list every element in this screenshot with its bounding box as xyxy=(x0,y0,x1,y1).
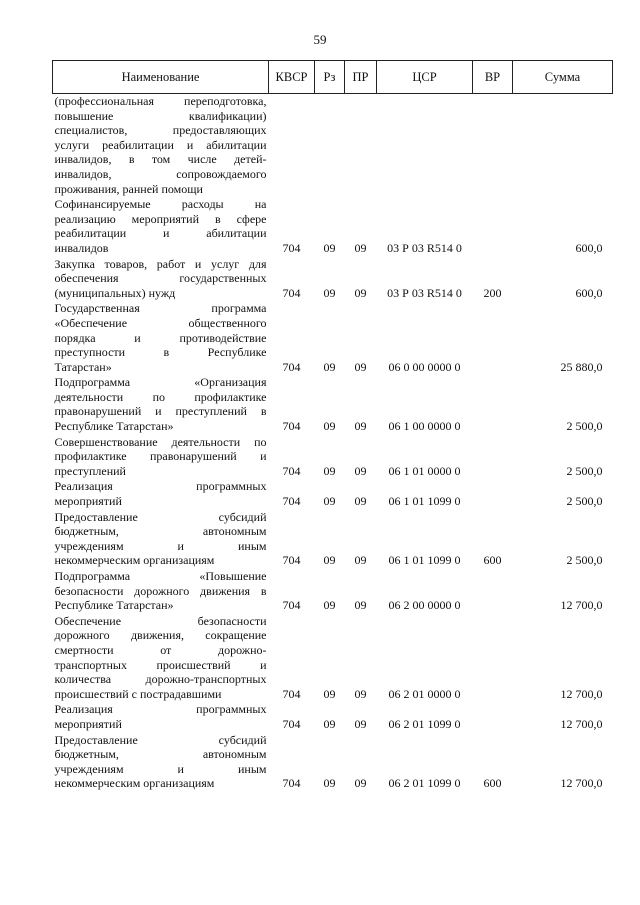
row-name-line: инвалидов, в том числе детей- xyxy=(54,152,267,167)
row-name-line: профилактике правонарушений и xyxy=(54,449,267,464)
row-csr: 03 Р 03 R514 0 xyxy=(387,285,462,300)
row-name-line: Реализация программных xyxy=(54,479,267,494)
row-kvsr: 704 xyxy=(282,598,301,613)
row-kvsr: 704 xyxy=(282,359,301,374)
row-rz xyxy=(315,94,345,198)
row-rz: 09 xyxy=(323,686,336,701)
row-pr: 09 xyxy=(354,598,367,613)
row-sum: 2 500,0 xyxy=(566,553,603,568)
table-row xyxy=(53,257,613,302)
header-vr: ВР xyxy=(473,61,513,94)
row-name-line: Подпрограмма «Повышение xyxy=(54,569,267,583)
table-row xyxy=(53,375,613,434)
row-name-line: деятельности по профилактике xyxy=(54,389,267,404)
header-name: Наименование xyxy=(53,61,269,94)
header-sum: Сумма xyxy=(513,61,613,94)
row-sum: 12 700,0 xyxy=(560,598,603,613)
row-name-line: некоммерческим организациям xyxy=(54,776,215,791)
row-name-line: мероприятий xyxy=(54,494,122,509)
row-vr xyxy=(473,94,513,198)
row-kvsr: 704 xyxy=(282,463,301,478)
row-name xyxy=(53,702,269,732)
row-name-line: бюджетным, автономным xyxy=(54,524,267,539)
row-name-line: Республике Татарстан» xyxy=(54,598,174,613)
table-row xyxy=(53,479,613,509)
table-row xyxy=(53,301,613,375)
table-row xyxy=(53,733,613,792)
row-csr xyxy=(377,94,473,198)
row-csr: 06 2 01 1099 0 xyxy=(388,776,461,791)
header-pr: ПР xyxy=(345,61,377,94)
row-sum: 600,0 xyxy=(575,240,603,255)
row-name xyxy=(53,257,269,302)
row-kvsr: 704 xyxy=(282,716,301,731)
table-row xyxy=(53,197,613,256)
row-sum xyxy=(513,94,613,198)
row-name-line: безопасности дорожного движения в xyxy=(54,583,267,598)
row-name xyxy=(53,301,269,375)
row-kvsr: 704 xyxy=(282,285,301,300)
budget-table xyxy=(52,60,613,792)
row-vr xyxy=(473,375,513,434)
row-name xyxy=(53,510,269,569)
row-vr xyxy=(473,197,513,256)
row-pr: 09 xyxy=(354,240,367,255)
row-rz: 09 xyxy=(323,240,336,255)
row-rz: 09 xyxy=(323,463,336,478)
row-name xyxy=(53,197,269,256)
row-vr xyxy=(473,614,513,703)
row-name xyxy=(53,375,269,434)
row-pr: 09 xyxy=(354,776,367,791)
header-rz: Рз xyxy=(315,61,345,94)
row-name xyxy=(53,733,269,792)
row-kvsr: 704 xyxy=(282,494,301,509)
row-name-line: Обеспечение безопасности xyxy=(54,613,267,628)
row-name-line: смертности от дорожно- xyxy=(54,642,267,657)
row-name-line: Совершенствование деятельности по xyxy=(54,434,267,449)
row-pr: 09 xyxy=(354,716,367,731)
row-kvsr xyxy=(269,94,315,198)
row-sum: 2 500,0 xyxy=(566,494,603,509)
row-name-line: (муниципальных) нужд xyxy=(54,285,176,300)
table-row xyxy=(53,510,613,569)
row-name-line: Подпрограмма «Организация xyxy=(54,375,267,390)
row-name-line: преступности в Республике xyxy=(54,345,267,360)
row-sum: 12 700,0 xyxy=(560,686,603,701)
row-rz: 09 xyxy=(323,553,336,568)
row-vr xyxy=(473,569,513,614)
row-vr: 200 xyxy=(483,285,502,300)
row-name-line: обеспечения государственных xyxy=(54,271,267,286)
row-name-line: бюджетным, автономным xyxy=(54,747,267,762)
table-row xyxy=(53,702,613,732)
row-rz: 09 xyxy=(323,598,336,613)
row-name-line: транспортных происшествий и xyxy=(54,657,267,672)
row-pr xyxy=(345,94,377,198)
table-row xyxy=(53,435,613,480)
row-vr: 600 xyxy=(483,553,502,568)
row-name-line: Татарстан» xyxy=(54,359,112,374)
table-row xyxy=(53,94,613,198)
row-name-line: инвалидов, сопровождаемого xyxy=(54,166,267,181)
table-row xyxy=(53,569,613,614)
row-name-line: некоммерческим организациям xyxy=(54,553,215,568)
row-csr: 06 0 00 0000 0 xyxy=(388,359,461,374)
row-sum: 25 880,0 xyxy=(560,359,603,374)
row-name xyxy=(53,569,269,614)
row-name xyxy=(53,614,269,703)
row-pr: 09 xyxy=(354,463,367,478)
row-csr: 03 Р 03 R514 0 xyxy=(387,240,462,255)
row-pr: 09 xyxy=(354,494,367,509)
row-name-line: Республике Татарстан» xyxy=(54,419,174,434)
row-sum: 600,0 xyxy=(575,285,603,300)
row-name-line: специалистов, предоставляющих xyxy=(54,123,267,138)
row-vr xyxy=(473,479,513,509)
row-name-line: услуги реабилитации и абилитации xyxy=(54,137,267,152)
row-csr: 06 1 01 1099 0 xyxy=(388,553,461,568)
row-sum: 12 700,0 xyxy=(560,716,603,731)
row-name xyxy=(53,94,269,198)
row-vr xyxy=(473,301,513,375)
row-name-line: проживания, ранней помощи xyxy=(54,181,203,196)
row-pr: 09 xyxy=(354,285,367,300)
row-kvsr: 704 xyxy=(282,776,301,791)
row-sum: 2 500,0 xyxy=(566,419,603,434)
row-csr: 06 2 01 1099 0 xyxy=(388,716,461,731)
row-kvsr: 704 xyxy=(282,240,301,255)
table-row xyxy=(53,614,613,703)
row-vr xyxy=(473,435,513,480)
row-name-line: Реализация программных xyxy=(54,702,267,717)
row-kvsr: 704 xyxy=(282,553,301,568)
row-name-line: «Обеспечение общественного xyxy=(54,315,267,330)
table-header-row xyxy=(53,61,613,94)
row-name-line: инвалидов xyxy=(54,240,109,255)
row-rz: 09 xyxy=(323,716,336,731)
row-pr: 09 xyxy=(354,686,367,701)
table-body xyxy=(53,94,613,792)
row-name-line: Предоставление субсидий xyxy=(54,732,267,747)
row-vr: 600 xyxy=(483,776,502,791)
row-pr: 09 xyxy=(354,359,367,374)
row-csr: 06 2 00 0000 0 xyxy=(388,598,461,613)
row-name xyxy=(53,435,269,480)
header-csr: ЦСР xyxy=(377,61,473,94)
row-name-line: правонарушений и преступлений в xyxy=(54,404,267,419)
row-name-line: (профессиональная переподготовка, xyxy=(54,94,267,108)
row-name-line: дорожного движения, сокращение xyxy=(54,628,267,643)
row-name-line: порядка и противодействие xyxy=(54,330,267,345)
row-sum: 12 700,0 xyxy=(560,776,603,791)
row-csr: 06 1 00 0000 0 xyxy=(388,419,461,434)
row-kvsr: 704 xyxy=(282,419,301,434)
row-pr: 09 xyxy=(354,553,367,568)
row-csr: 06 2 01 0000 0 xyxy=(388,686,461,701)
row-sum: 2 500,0 xyxy=(566,463,603,478)
row-vr xyxy=(473,702,513,732)
page-number: 59 xyxy=(313,32,327,47)
row-name-line: учреждениям и иным xyxy=(54,761,267,776)
row-name-line: Предоставление субсидий xyxy=(54,509,267,524)
header-kvsr: КВСР xyxy=(269,61,315,94)
row-name-line: Закупка товаров, работ и услуг для xyxy=(54,256,267,271)
row-name-line: учреждениям и иным xyxy=(54,538,267,553)
row-name-line: Государственная программа xyxy=(54,301,267,316)
row-pr: 09 xyxy=(354,419,367,434)
row-name-line: реализацию мероприятий в сфере xyxy=(54,211,267,226)
row-rz: 09 xyxy=(323,285,336,300)
row-csr: 06 1 01 0000 0 xyxy=(388,463,461,478)
row-rz: 09 xyxy=(323,494,336,509)
row-name-line: мероприятий xyxy=(54,716,122,731)
row-name-line: количества дорожно-транспортных xyxy=(54,672,267,687)
row-name-line: реабилитации и абилитации xyxy=(54,226,267,241)
row-name-line: происшествий с пострадавшими xyxy=(54,686,222,701)
row-name-line: Софинансируемые расходы на xyxy=(54,197,267,212)
row-name-line: повышение квалификации) xyxy=(54,108,267,123)
row-rz: 09 xyxy=(323,419,336,434)
row-rz: 09 xyxy=(323,776,336,791)
row-kvsr: 704 xyxy=(282,686,301,701)
row-rz: 09 xyxy=(323,359,336,374)
row-csr: 06 1 01 1099 0 xyxy=(388,494,461,509)
row-name xyxy=(53,479,269,509)
row-name-line: преступлений xyxy=(54,463,126,478)
